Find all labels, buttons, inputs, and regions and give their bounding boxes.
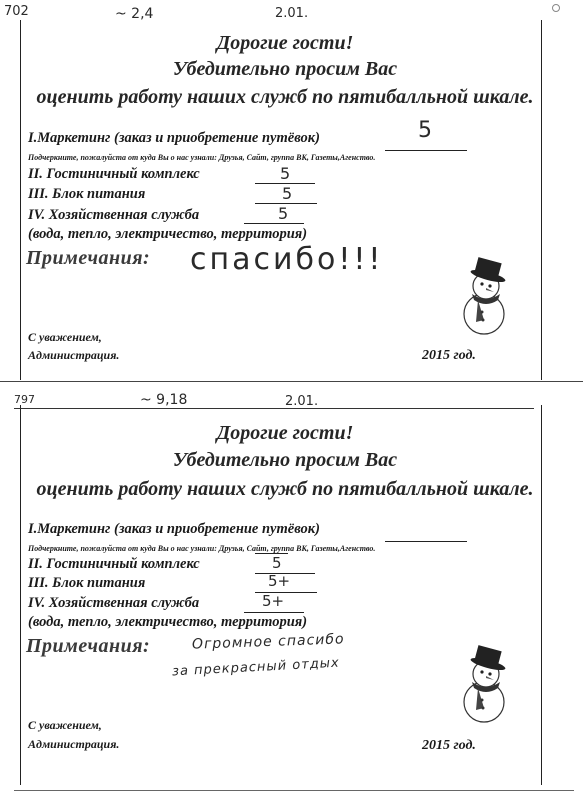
form-1-q2-label: II. Гостиничный комплекс xyxy=(28,166,200,182)
form-2-bottom-edge xyxy=(14,790,574,791)
form-2-approx: ~ 9,18 xyxy=(140,392,188,408)
form-2-q4-label: IV. Хозяйственная служба xyxy=(28,595,200,611)
form-1-number: 702 xyxy=(4,4,29,19)
form-2-regards: С уважением, xyxy=(28,718,102,732)
form-1-q3-label: III. Блок питания xyxy=(28,186,146,202)
form-1-q4-line xyxy=(244,223,304,224)
form-2-q4-note: (вода, тепло, электричество, территория) xyxy=(28,614,308,630)
form-1-q1-answer: 5 xyxy=(418,118,432,143)
form-1-notes-label: Примечания: xyxy=(26,247,151,269)
form-2-request2: оценить работу наших служб по пятибалльной шкале. xyxy=(36,478,534,500)
form-1-administration: Администрация. xyxy=(28,348,120,362)
form-1-greeting: Дорогие гости! xyxy=(216,32,354,54)
form-1-request2: оценить работу наших служб по пятибалльной шкале. xyxy=(36,86,534,108)
form-2-top-line xyxy=(14,408,534,409)
form-1-q4-label: IV. Хозяйственная служба xyxy=(28,207,200,223)
form-2-hint: Подчеркните, пожалуйста от куда Вы о нас узнали: Друзья, Сайт, группа ВК, Газеты,Агенство. xyxy=(28,544,376,553)
form-1-regards: С уважением, xyxy=(28,330,102,344)
form-2-greeting: Дорогие гости! xyxy=(216,422,354,444)
form-1-notes-text: спасибо!!! xyxy=(190,242,384,277)
form-1-bottom-edge xyxy=(0,381,583,382)
form-2-notes-text-line1: Огромное спасибо xyxy=(191,631,345,653)
form-1-approx: ~ 2,4 xyxy=(115,6,154,22)
form-2-date: 2.01. xyxy=(285,394,319,409)
form-2-q4-line xyxy=(244,612,304,613)
form-1-request: Убедительно просим Вас xyxy=(172,58,398,80)
form-2-notes-text-line2: за прекрасный отдых xyxy=(171,655,341,680)
form-2-q1-line xyxy=(385,541,467,542)
form-2-q2-answer: 5 xyxy=(272,554,282,572)
form-1-q1-line xyxy=(385,150,467,151)
form-2-q3-label: III. Блок питания xyxy=(28,575,146,591)
form-2-administration: Администрация. xyxy=(28,737,120,751)
form-1-q1-label: I.Маркетинг (заказ и приобретение путёвок) xyxy=(28,130,320,146)
form-1-q4-note: (вода, тепло, электричество, территория) xyxy=(28,226,308,242)
form-2-notes-label: Примечания: xyxy=(26,635,151,657)
snowman-icon xyxy=(452,638,522,728)
form-1-year: 2015 год. xyxy=(422,348,476,363)
form-2-q4-answer: 5+ xyxy=(262,592,285,610)
form-1-q3-answer: 5 xyxy=(282,184,293,203)
corner-mark xyxy=(552,4,560,12)
form-1-date: 2.01. xyxy=(275,6,309,21)
form-1-q2-answer: 5 xyxy=(280,164,291,183)
form-2-year: 2015 год. xyxy=(422,738,476,753)
form-2-number: 797 xyxy=(14,393,35,406)
form-2-q3-answer: 5+ xyxy=(268,572,291,590)
form-1-q4-answer: 5 xyxy=(278,204,289,223)
form-1-hint: Подчеркните, пожалуйста от куда Вы о нас узнали: Друзья, Сайт, группа ВК, Газеты,Агенство. xyxy=(28,153,376,162)
form-2-q1-label: I.Маркетинг (заказ и приобретение путёвок) xyxy=(28,521,320,537)
snowman-icon xyxy=(452,250,522,340)
form-2-request: Убедительно просим Вас xyxy=(172,449,398,471)
form-2-q2-label: II. Гостиничный комплекс xyxy=(28,556,200,572)
